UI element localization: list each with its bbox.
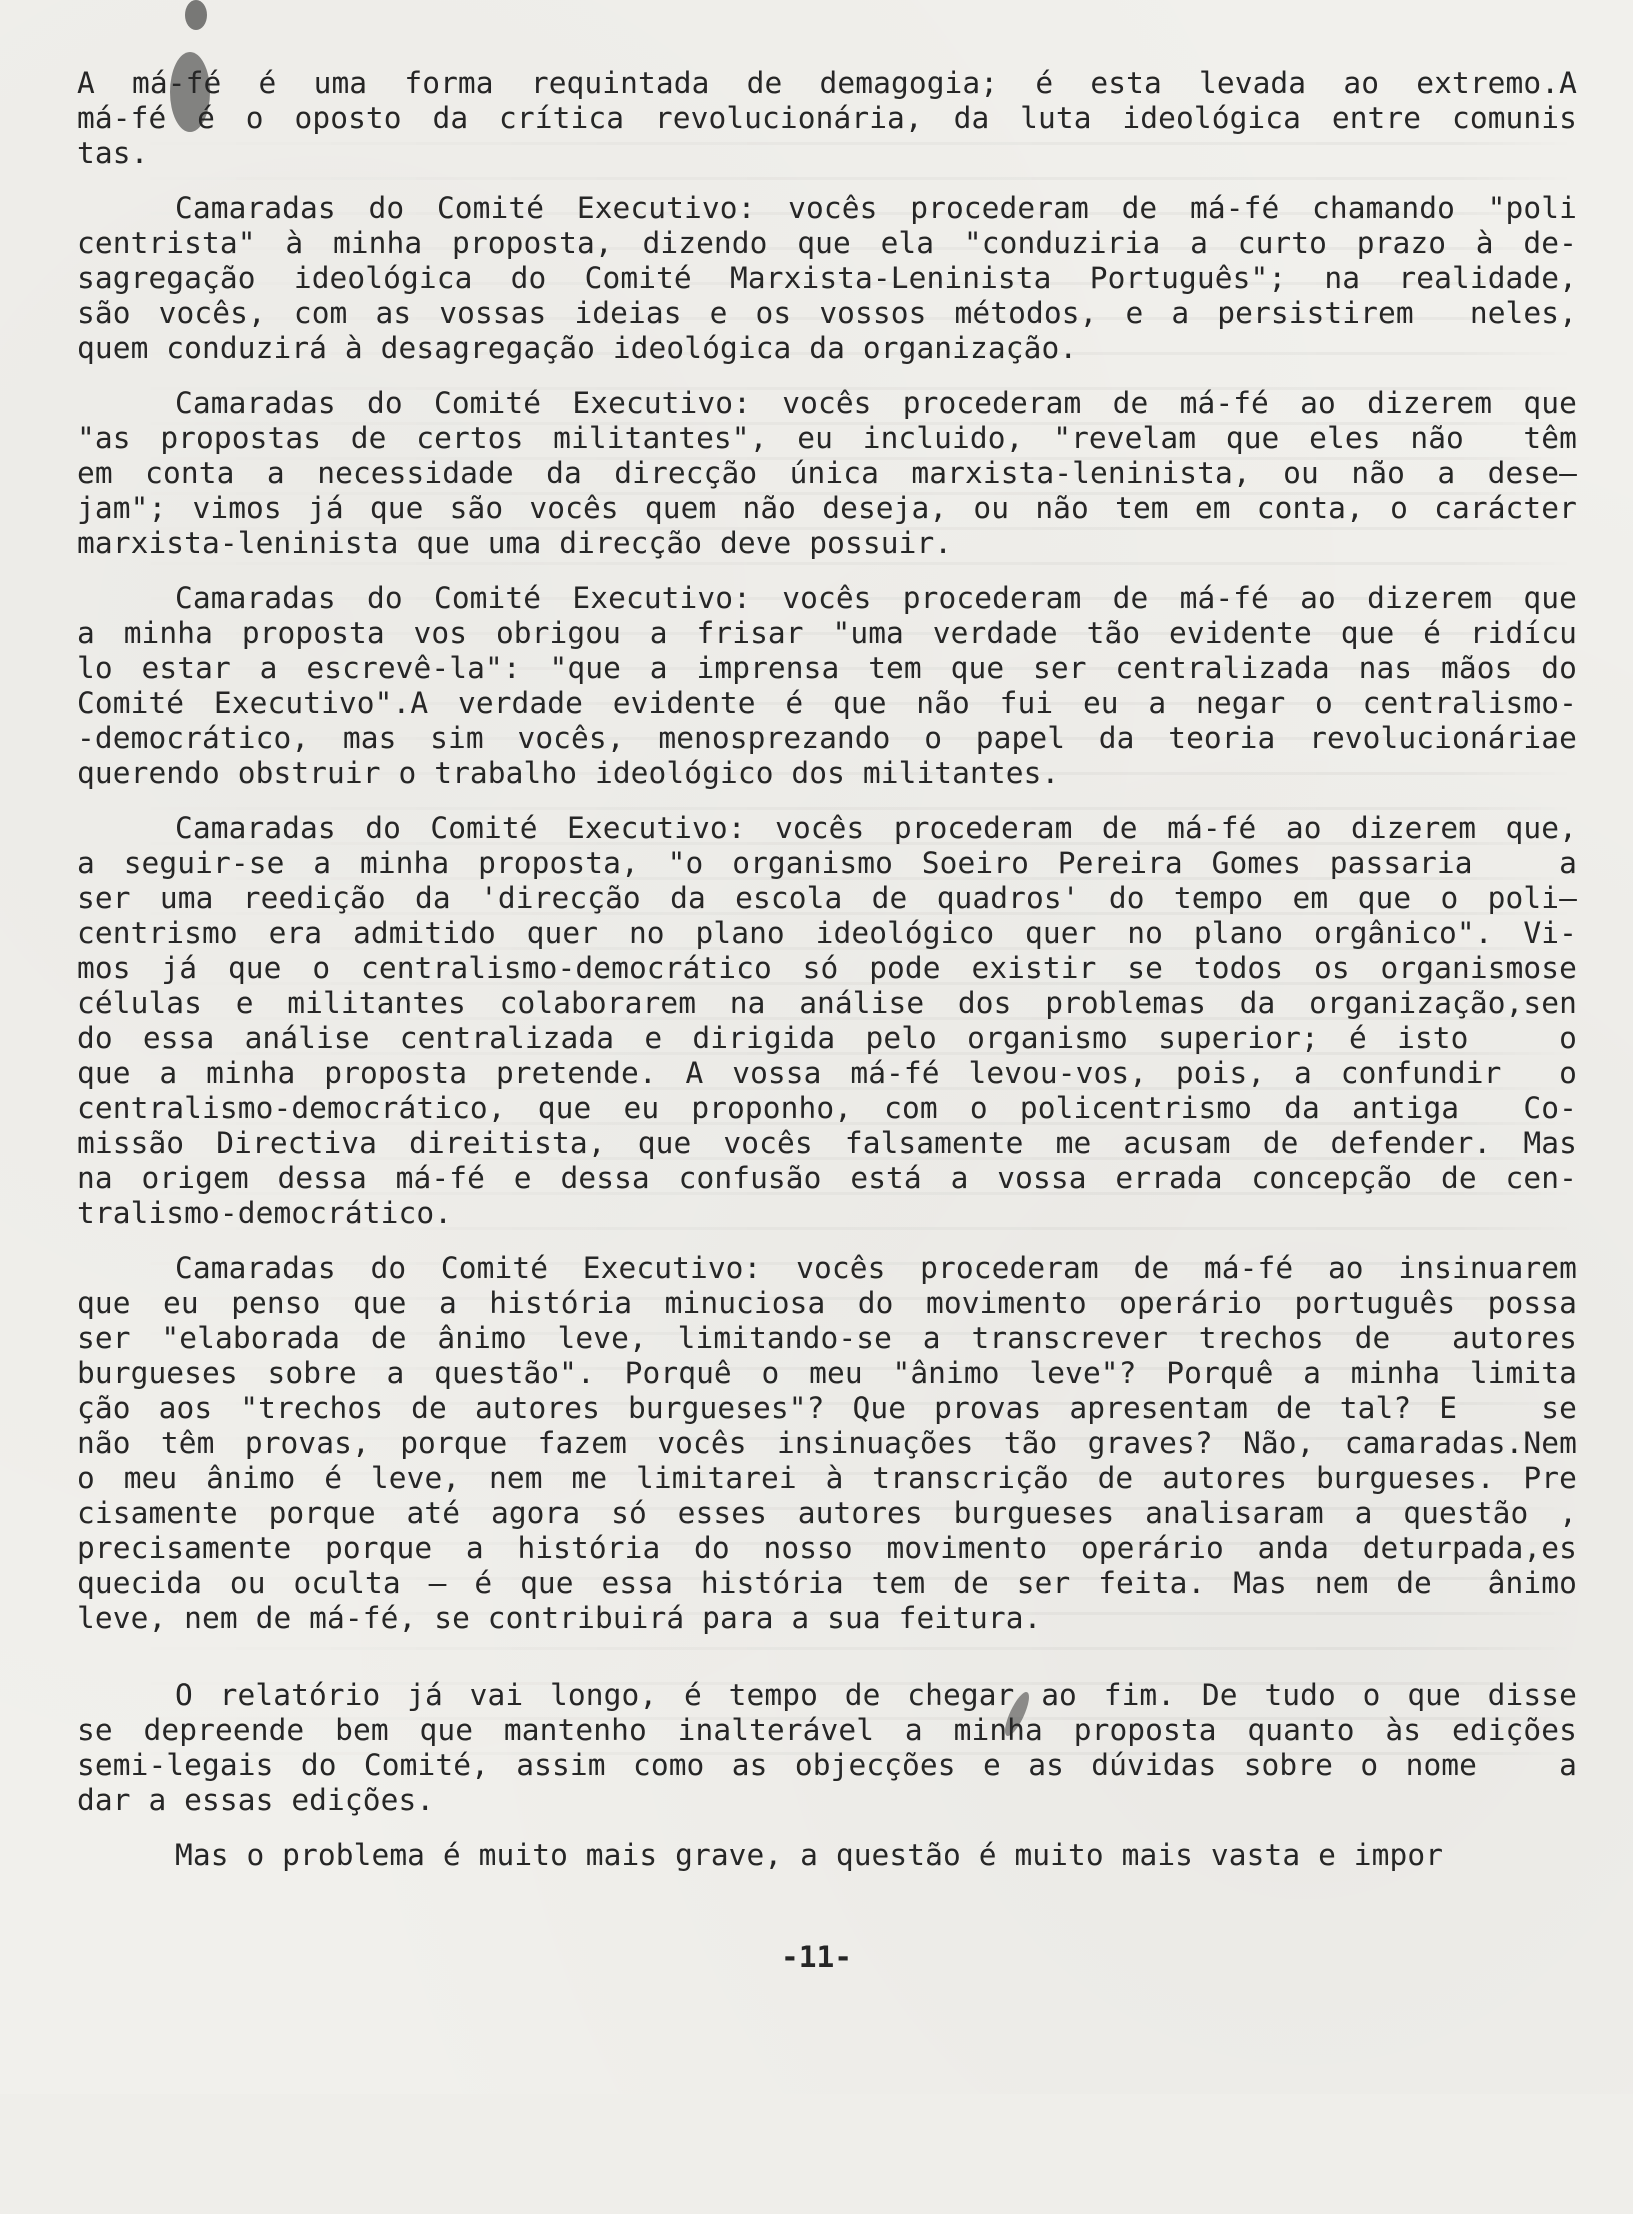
text-line: que eu penso que a história minuciosa do movimento operário português possa <box>77 1286 1577 1320</box>
text-line: se depreende bem que mantenho inalterável a minha proposta quanto às edições <box>77 1713 1577 1747</box>
text-line: jam"; vimos já que são vocês quem não deseja, ou não tem em conta, o carácter <box>77 491 1577 525</box>
text-line: burgueses sobre a questão". Porquê o meu "ânimo leve"? Porquê a minha limita <box>77 1356 1577 1390</box>
text-line: cisamente porque até agora só esses autores burgueses analisaram a questão , <box>77 1496 1577 1530</box>
text-line: em conta a necessidade da direcção única marxista-leninista, ou não a dese— <box>77 456 1577 490</box>
text-line: ser "elaborada de ânimo leve, limitando-se a transcrever trechos de autores <box>77 1321 1577 1355</box>
text-line: centralismo-democrático, que eu proponho, com o policentrismo da antiga Co- <box>77 1091 1577 1125</box>
text-line: mos já que o centralismo-democrático só pode existir se todos os organismose <box>77 951 1577 985</box>
text-line: que a minha proposta pretende. A vossa má-fé levou-vos, pois, a confundir o <box>77 1056 1577 1090</box>
text-line: querendo obstruir o trabalho ideológico dos militantes. <box>77 756 1060 790</box>
text-line: missão Directiva direitista, que vocês falsamente me acusam de defender. Mas <box>77 1126 1577 1160</box>
text-line: ser uma reedição da 'direcção da escola de quadros' do tempo em que o poli— <box>77 881 1577 915</box>
text-line: Comité Executivo".A verdade evidente é que não fui eu a negar o centralismo- <box>77 686 1577 720</box>
text-line: -democrático, mas sim vocês, menosprezando o papel da teoria revolucionáriae <box>77 721 1577 755</box>
paragraph <box>77 1678 1577 1818</box>
text-line: centrismo era admitido quer no plano ideológico quer no plano orgânico". Vi- <box>77 916 1577 950</box>
text-line: quecida ou oculta — é que essa história tem de ser feita. Mas nem de ânimo <box>77 1566 1577 1600</box>
text-line: A má-fé é uma forma requintada de demagogia; é esta levada ao extremo.A <box>77 66 1577 100</box>
text-line: tralismo-democrático. <box>77 1196 453 1230</box>
body-text <box>77 66 1577 1893</box>
text-line: são vocês, com as vossas ideias e os vossos métodos, e a persistirem neles, <box>77 296 1577 330</box>
text-line: ção aos "trechos de autores burgueses"? Que provas apresentam de tal? E se <box>77 1391 1577 1425</box>
text-line: do essa análise centralizada e dirigida pelo organismo superior; é isto o <box>77 1021 1577 1055</box>
text-line: Camaradas do Comité Executivo: vocês procederam de má-fé ao dizerem que, <box>175 811 1577 845</box>
text-line: o meu ânimo é leve, nem me limitarei à transcrição de autores burgueses. Pre <box>77 1461 1577 1495</box>
paragraph <box>77 66 1577 171</box>
text-line: "as propostas de certos militantes", eu incluido, "revelam que eles não têm <box>77 421 1577 455</box>
text-line: má-fé é o oposto da crítica revolucionária, da luta ideológica entre comunis <box>77 101 1577 135</box>
text-line: Mas o problema é muito mais grave, a questão é muito mais vasta e impor <box>175 1838 1444 1872</box>
paragraph <box>77 1251 1577 1636</box>
text-line: centrista" à minha proposta, dizendo que ela "conduziria a curto prazo à de- <box>77 226 1577 260</box>
text-line: quem conduzirá à desagregação ideológica da organização. <box>77 331 1078 365</box>
text-line: sagregação ideológica do Comité Marxista-Leninista Português"; na realidade, <box>77 261 1577 295</box>
text-line: precisamente porque a história do nosso movimento operário anda deturpada,es <box>77 1531 1577 1565</box>
text-line: marxista-leninista que uma direcção deve possuir. <box>77 526 953 560</box>
text-line: dar a essas edições. <box>77 1783 435 1817</box>
text-line: Camaradas do Comité Executivo: vocês procederam de má-fé chamando "poli <box>175 191 1577 225</box>
text-line: tas. <box>77 136 149 170</box>
paragraph <box>77 581 1577 791</box>
text-line: a minha proposta vos obrigou a frisar "uma verdade tão evidente que é ridícu <box>77 616 1577 650</box>
text-line: lo estar a escrevê-la": "que a imprensa tem que ser centralizada nas mãos do <box>77 651 1577 685</box>
text-line: na origem dessa má-fé e dessa confusão está a vossa errada concepção de cen- <box>77 1161 1577 1195</box>
text-line: Camaradas do Comité Executivo: vocês procederam de má-fé ao dizerem que <box>175 386 1577 420</box>
text-line: leve, nem de má-fé, se contribuirá para a sua feitura. <box>77 1601 1042 1635</box>
text-line: O relatório já vai longo, é tempo de chegar ao fim. De tudo o que disse <box>175 1678 1577 1712</box>
paragraph <box>77 1838 1577 1873</box>
ink-smudge <box>185 0 207 30</box>
text-line: Camaradas do Comité Executivo: vocês procederam de má-fé ao dizerem que <box>175 581 1577 615</box>
text-line: não têm provas, porque fazem vocês insinuações tão graves? Não, camaradas.Nem <box>77 1426 1577 1460</box>
paragraph <box>77 811 1577 1231</box>
paragraph <box>77 191 1577 366</box>
text-line: Camaradas do Comité Executivo: vocês procederam de má-fé ao insinuarem <box>175 1251 1577 1285</box>
page-number: -11- <box>780 1940 853 1974</box>
text-line: células e militantes colaborarem na análise dos problemas da organização,sen <box>77 986 1577 1020</box>
text-line: semi-legais do Comité, assim como as objecções e as dúvidas sobre o nome a <box>77 1748 1577 1782</box>
text-line: a seguir-se a minha proposta, "o organismo Soeiro Pereira Gomes passaria a <box>77 846 1577 880</box>
paragraph <box>77 386 1577 561</box>
